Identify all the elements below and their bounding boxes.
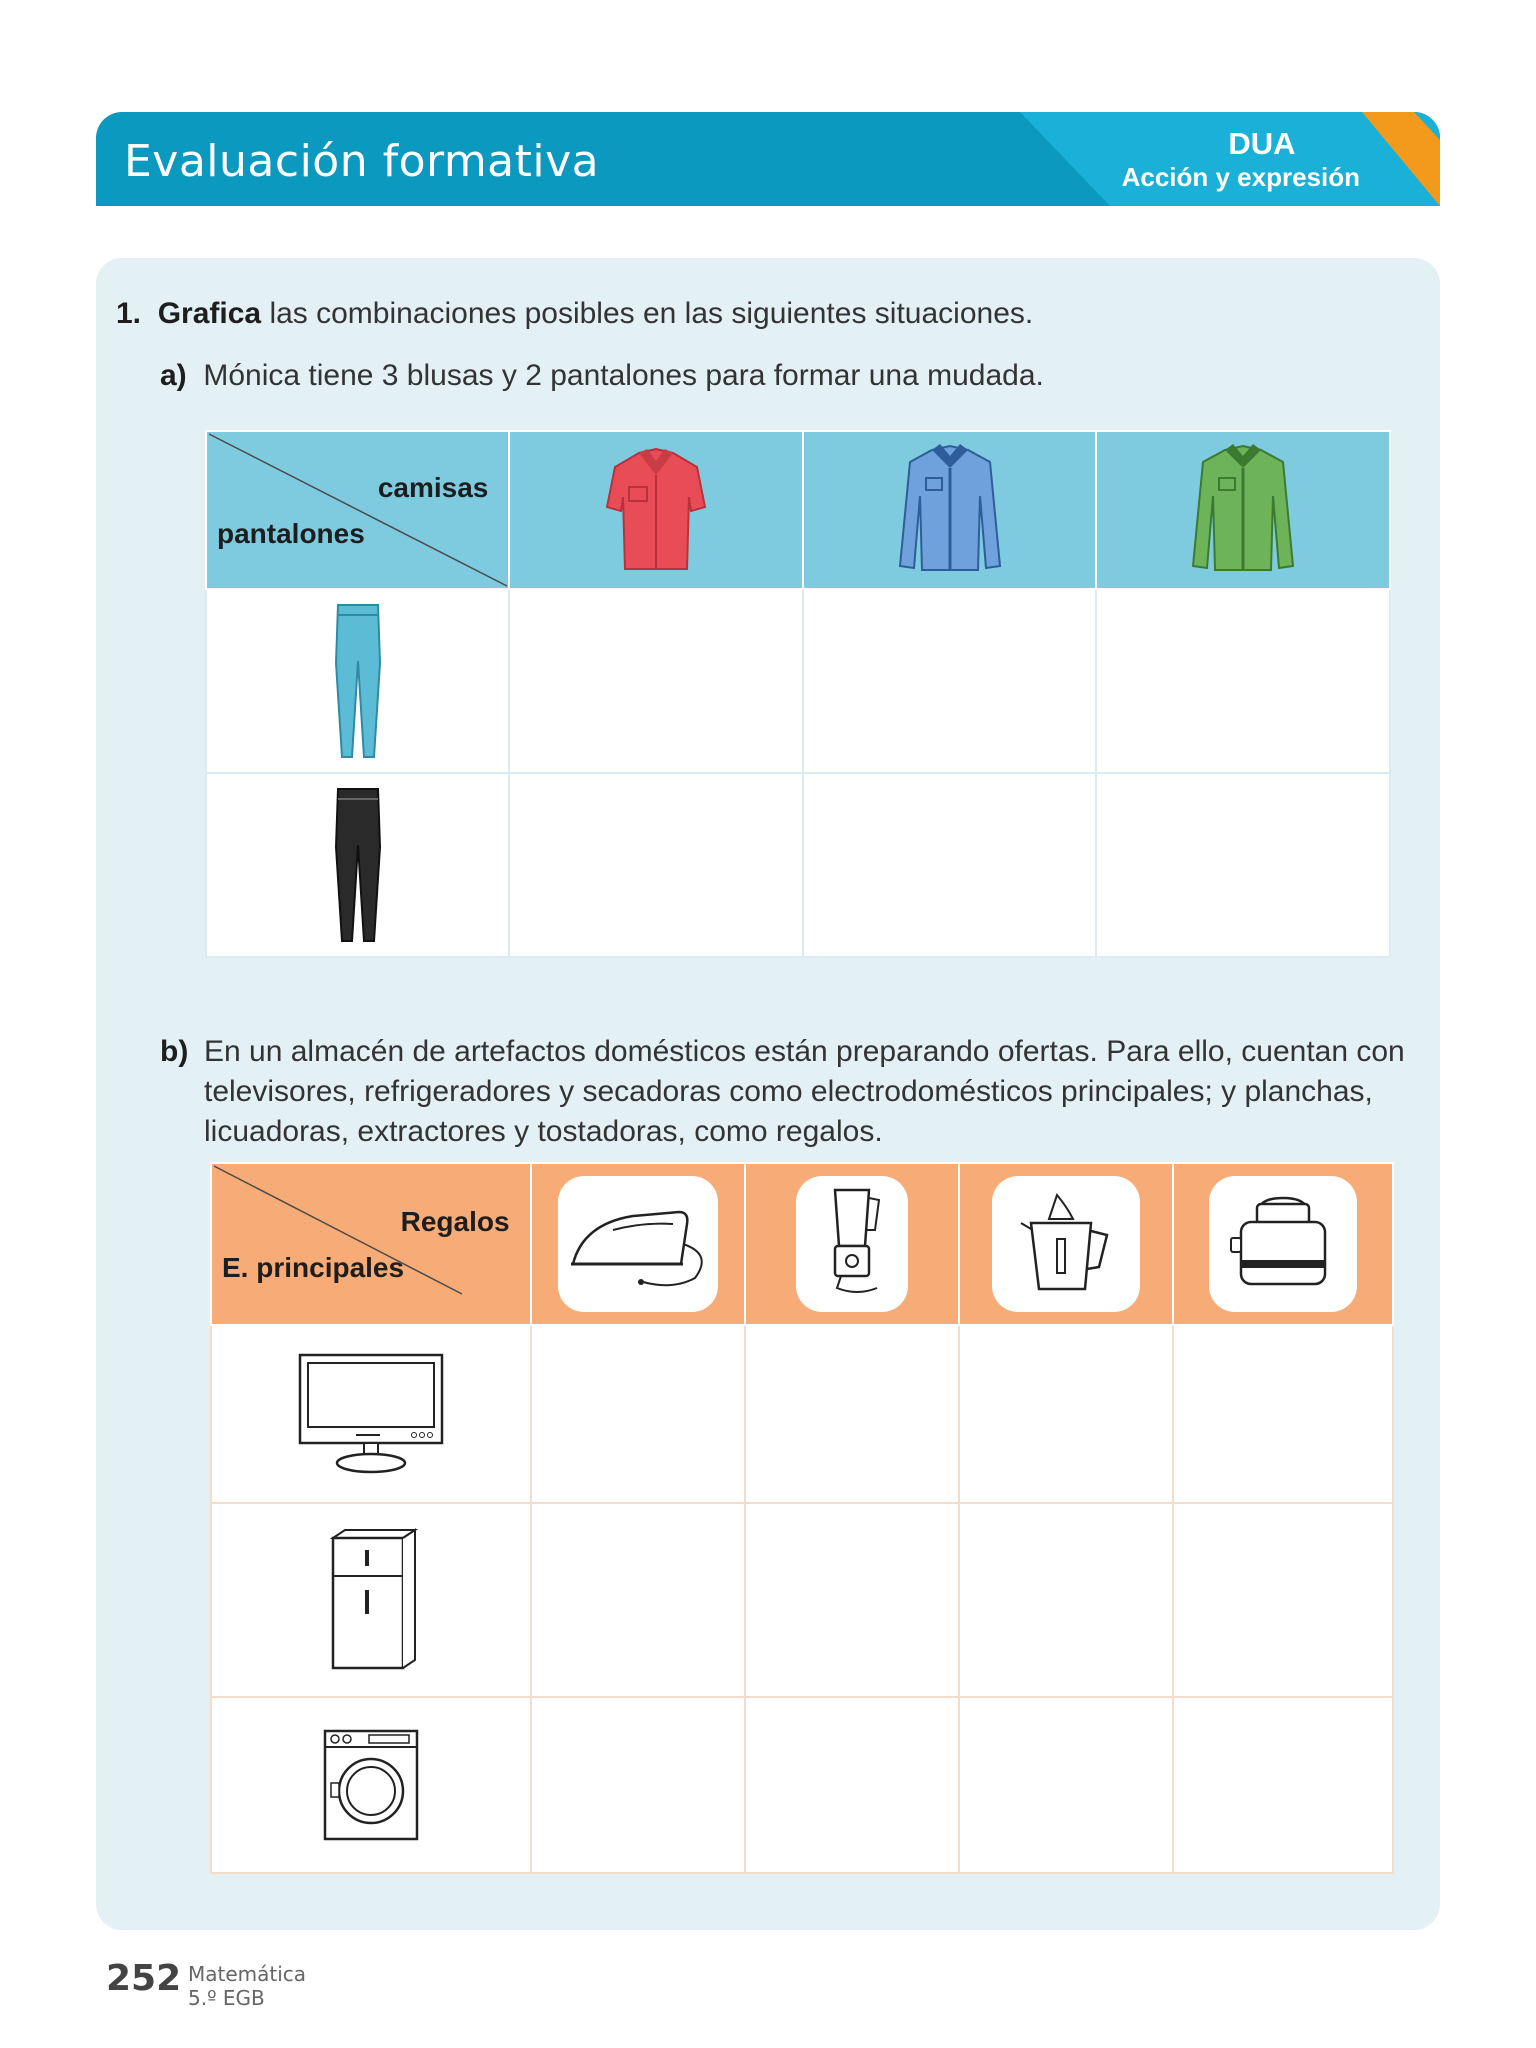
footer-subject: Matemática — [188, 1962, 307, 1986]
red-blouse-icon — [601, 445, 711, 575]
combinations-table-clothes — [205, 430, 1391, 958]
table-cell[interactable] — [509, 589, 803, 773]
iron-icon — [563, 1194, 713, 1294]
table-cell[interactable] — [745, 1325, 958, 1503]
part-b-label: b) — [160, 1035, 189, 1068]
blender-icon — [817, 1184, 887, 1304]
exercise-text: las combinaciones posibles en las siguientes situaciones. — [269, 297, 1034, 330]
green-shirt-icon — [1185, 442, 1301, 578]
column-toaster — [1173, 1163, 1393, 1325]
part-b-line-2: televisores, refrigeradores y secadoras como electrodomésticos principales; y planchas, — [204, 1075, 1373, 1108]
page-title: Evaluación formativa — [124, 136, 600, 187]
part-b-statement — [160, 1032, 1420, 1152]
column-blender — [745, 1163, 958, 1325]
black-pants-icon — [328, 787, 388, 943]
column-red-blouse — [509, 431, 803, 589]
toaster-icon — [1223, 1194, 1343, 1294]
refrigerator-icon — [321, 1528, 421, 1672]
row-light-blue-pants — [206, 589, 509, 773]
column-iron — [531, 1163, 746, 1325]
table-cell[interactable] — [803, 773, 1097, 957]
exercise-prompt — [116, 294, 1033, 334]
table-cell[interactable] — [745, 1697, 958, 1873]
row-header-e-principales: E. principales — [222, 1252, 405, 1283]
row-black-pants — [206, 773, 509, 957]
table-b-corner-header — [211, 1163, 531, 1325]
table-cell[interactable] — [959, 1325, 1173, 1503]
part-a-statement — [160, 356, 1044, 396]
washing-machine-icon — [321, 1727, 421, 1843]
juicer-icon — [1011, 1189, 1121, 1299]
table-cell[interactable] — [745, 1503, 958, 1697]
row-header-pantalones: pantalones — [217, 518, 365, 549]
television-icon — [296, 1351, 446, 1477]
row-washing-machine — [211, 1697, 531, 1873]
table-cell[interactable] — [959, 1503, 1173, 1697]
table-cell[interactable] — [1173, 1503, 1393, 1697]
footer-grade: 5.º EGB — [188, 1986, 265, 2010]
table-cell[interactable] — [959, 1697, 1173, 1873]
table-cell[interactable] — [531, 1325, 746, 1503]
part-a-text: Mónica tiene 3 blusas y 2 pantalones para formar una mudada. — [203, 359, 1044, 392]
header-banner — [96, 112, 1440, 206]
part-a-label: a) — [160, 359, 187, 392]
column-juicer — [959, 1163, 1173, 1325]
part-b-line-3: licuadoras, extractores y tostadoras, como regalos. — [204, 1115, 883, 1148]
row-refrigerator — [211, 1503, 531, 1697]
column-green-shirt — [1096, 431, 1390, 589]
dua-badge — [1020, 112, 1440, 206]
column-header-regalos: Regalos — [400, 1206, 510, 1237]
exercise-number: 1. — [116, 297, 142, 330]
table-cell[interactable] — [509, 773, 803, 957]
table-cell[interactable] — [1096, 773, 1390, 957]
table-cell[interactable] — [1173, 1325, 1393, 1503]
blue-shirt-icon — [892, 442, 1008, 578]
table-cell[interactable] — [531, 1503, 746, 1697]
table-cell[interactable] — [803, 589, 1097, 773]
column-header-camisas: camisas — [377, 472, 489, 503]
column-blue-shirt — [803, 431, 1097, 589]
table-cell[interactable] — [531, 1697, 746, 1873]
part-b-line-1: En un almacén de artefactos domésticos están preparando ofertas. Para ello, cuentan con — [204, 1035, 1405, 1068]
dua-subtitle: Acción y expresión — [1121, 162, 1360, 192]
combinations-table-appliances — [210, 1162, 1394, 1874]
row-television — [211, 1325, 531, 1503]
light-blue-pants-icon — [328, 603, 388, 759]
exercise-verb: Grafica — [157, 297, 262, 330]
page-number: 252 — [106, 1958, 182, 1999]
table-a-corner-header — [206, 431, 509, 589]
dua-title: DUA — [1228, 126, 1296, 161]
table-cell[interactable] — [1173, 1697, 1393, 1873]
table-cell[interactable] — [1096, 589, 1390, 773]
